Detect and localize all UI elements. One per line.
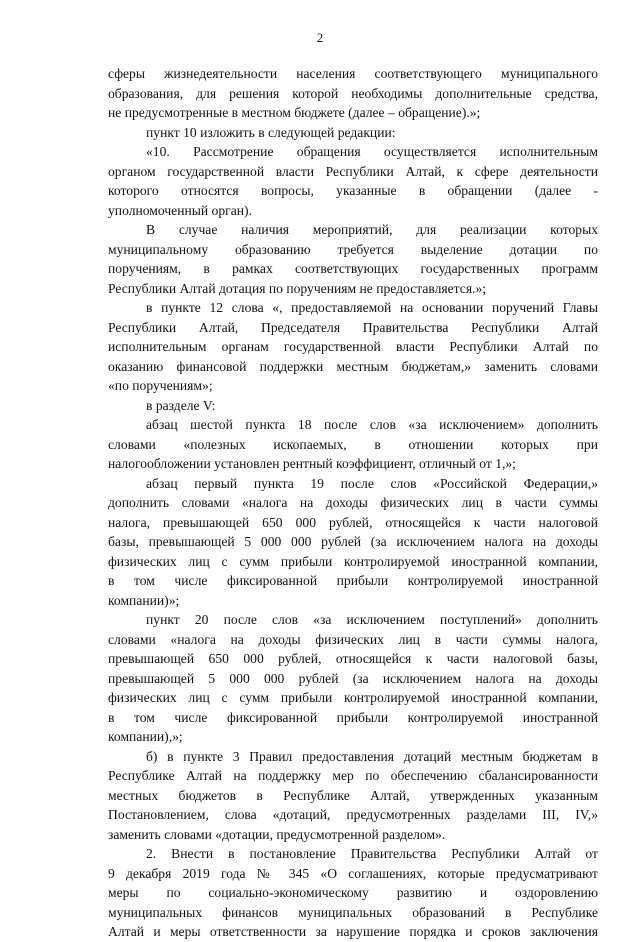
text-line: уполномоченный орган).	[108, 202, 252, 218]
text-line: словами «налога на доходы физических лиц в части суммы налога,	[108, 631, 598, 647]
text-line: которого относятся вопросы, указанные в обращении (далее -	[108, 183, 598, 198]
text-line: не предусмотренные в местном бюджете (далее – обращение).»;	[108, 105, 481, 120]
text-line: В случае наличия мероприятий, для реализации которых	[146, 222, 598, 237]
text-line: органом государственной власти Республики Алтай, к сфере деятельности	[108, 163, 598, 179]
text-line: «10. Рассмотрение обращения осуществляется исполнительным	[146, 144, 598, 159]
text-line: заменить словами «дотации, предусмотренной разделом».	[108, 826, 446, 842]
text-line: пункт 10 изложить в следующей редакции:	[146, 124, 396, 140]
text-line: местных бюджетов в Республике Алтай, утвержденных указанным	[108, 787, 598, 803]
text-line: Республики Алтай, Председателя Правительства Республики Алтай	[108, 319, 598, 335]
text-line: базы, превышающей 5 000 000 рублей (за исключением налога на доходы	[108, 534, 598, 549]
text-line: в пункте 12 слова «, предоставляемой на основании поручений Главы	[146, 300, 598, 315]
text-line: 9 декабря 2019 года № 345 «О соглашениях, которые предусматривают	[108, 865, 598, 881]
text-line: Постановлением, слова «дотаций, предусмотренных разделами III, IV,»	[108, 807, 598, 822]
text-line: б) в пункте 3 Правил предоставления дотаций местным бюджетам в	[146, 748, 598, 764]
text-line: превышающей 5 000 000 рублей (за исключением налога на доходы	[108, 670, 598, 686]
text-line: пункт 20 после слов «за исключением поступлений» дополнить	[146, 612, 598, 627]
text-line: словами «полезных ископаемых, в отношении которых при	[108, 436, 598, 452]
text-line: меры по социально-экономическому развитию и оздоровлению	[108, 885, 598, 900]
text-line: налогообложении установлен рентный коэффициент, отличный от 1,»;	[108, 456, 516, 471]
page-number: 2	[316, 30, 324, 45]
text-line: сферы жизнедеятельности населения соответствующего муниципального	[108, 66, 598, 81]
text-line: поручениям, в рамках соответствующих государственных программ	[108, 261, 598, 276]
text-line: Алтай и меры ответственности за нарушение порядка и сроков заключения	[108, 924, 598, 939]
text-line: в том числе фиксированной прибыли контролируемой иностранной	[108, 709, 598, 725]
text-line: компании),»;	[108, 729, 183, 744]
text-line: абзац первый пункта 19 после слов «Российской Федерации,»	[146, 475, 598, 491]
text-line: физических лиц с сумм прибыли контролируемой иностранной компании,	[108, 690, 598, 705]
document-body	[108, 64, 598, 942]
text-line: компании)»;	[108, 592, 180, 608]
text-line: в том числе фиксированной прибыли контролируемой иностранной	[108, 573, 598, 588]
text-line: оказанию финансовой поддержки местным бюджетам,» заменить словами	[108, 358, 598, 374]
text-line: «по поручениям»;	[108, 378, 213, 393]
text-line: в разделе V:	[146, 397, 216, 413]
text-line: дополнить словами «налога на доходы физических лиц в части суммы	[108, 495, 598, 510]
text-line: исполнительным органам государственной власти Республики Алтай по	[108, 339, 598, 354]
text-line: образования, для решения которой необходимы дополнительные средства,	[108, 85, 598, 101]
text-line: муниципальному образованию требуется выделение дотации по	[108, 241, 598, 257]
text-line: абзац шестой пункта 18 после слов «за исключением» дополнить	[146, 417, 598, 432]
text-line: Республики Алтай дотация по поручениям не предоставляется.»;	[108, 280, 487, 296]
text-line: муниципальных финансов муниципальных образований в Республике	[108, 904, 598, 920]
text-line: Республике Алтай на поддержку мер по обеспечению сбалансированности	[108, 768, 598, 783]
text-line: физических лиц с сумм прибыли контролируемой иностранной компании,	[108, 553, 598, 569]
text-line: 2. Внести в постановление Правительства Республики Алтай от	[146, 846, 598, 861]
text-line: налога, превышающей 650 000 рублей, относящейся к части налоговой	[108, 514, 598, 530]
text-line: превышающей 650 000 рублей, относящейся к части налоговой базы,	[108, 651, 598, 666]
